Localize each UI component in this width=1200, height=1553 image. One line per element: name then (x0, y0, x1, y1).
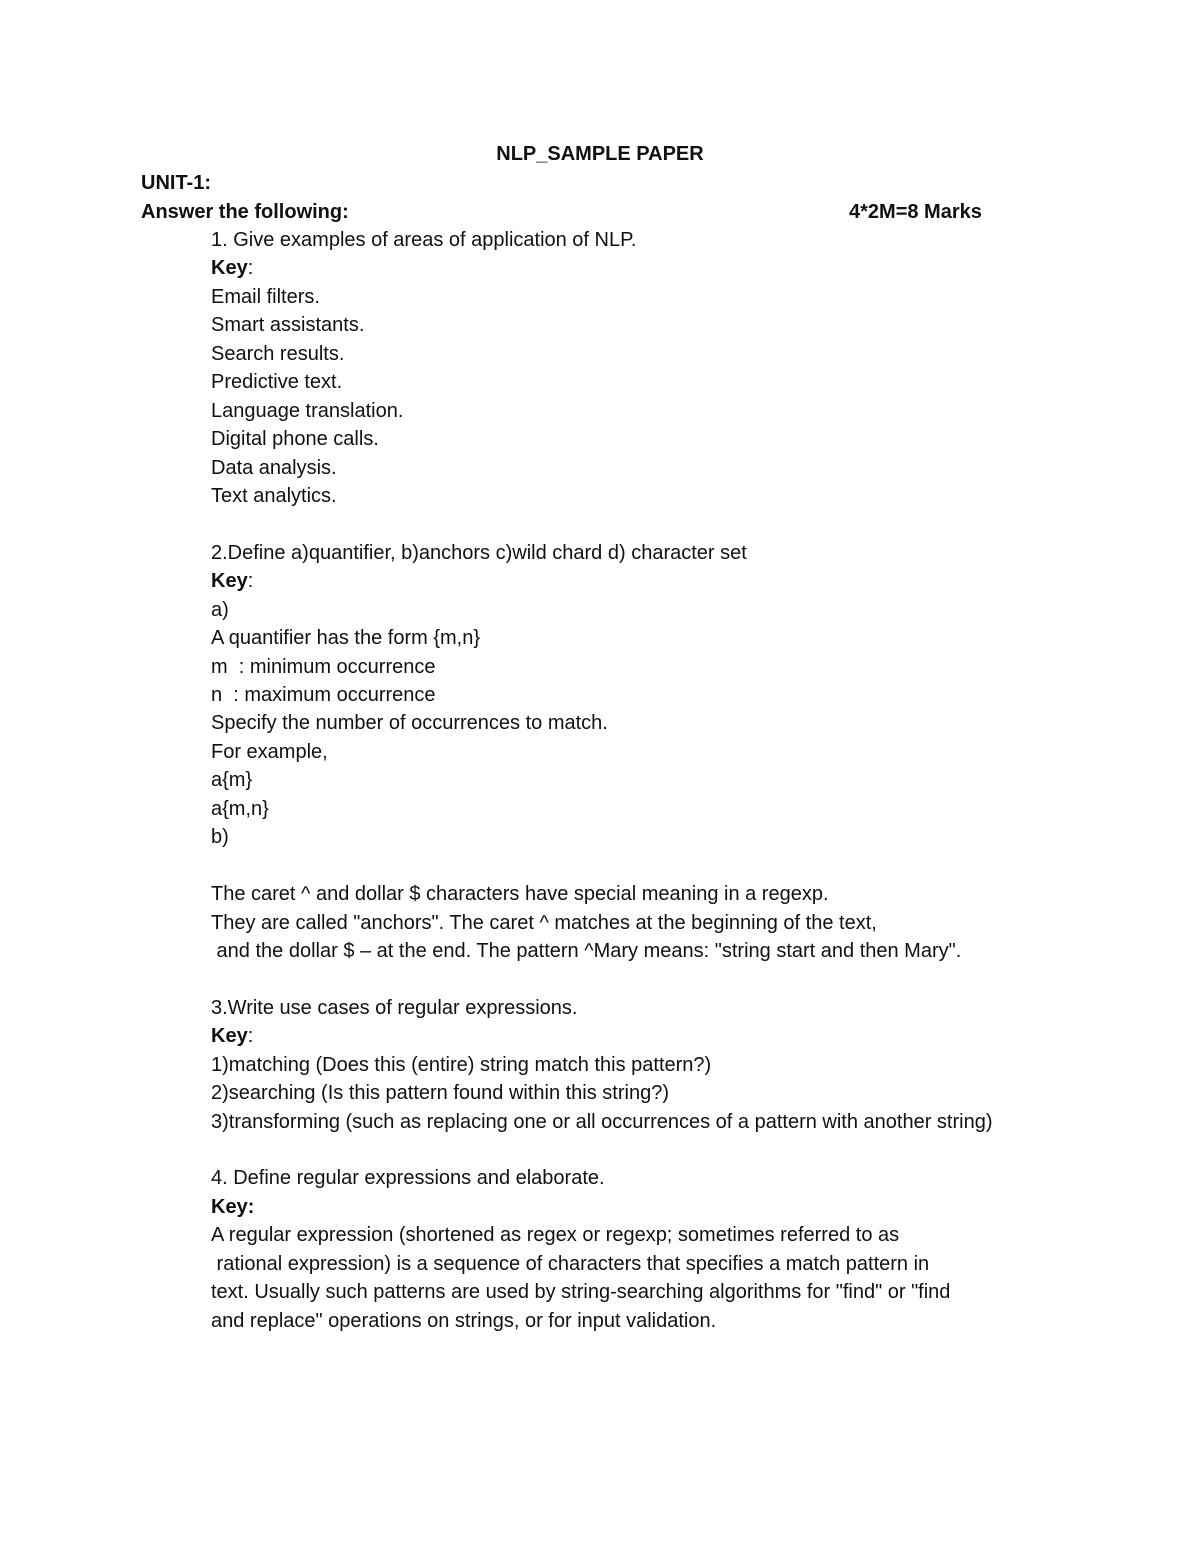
question-4: 4. Define regular expressions and elaborate. (211, 1167, 605, 1190)
question-2: 2.Define a)quantifier, b)anchors c)wild chard d) character set (211, 541, 747, 564)
answer-line: Data analysis. (211, 456, 337, 479)
answer-line: Predictive text. (211, 371, 343, 394)
answer-line (211, 852, 1111, 880)
answer-line: n : maximum occurrence (211, 684, 436, 706)
answer-line: and replace" operations on strings, or for input validation. (211, 1309, 717, 1332)
question-answer-body (211, 226, 1111, 1335)
marks-label: 4*2M=8 Marks (849, 201, 982, 223)
key-label-line (211, 1193, 1111, 1221)
answer-line: text. Usually such patterns are used by string-searching algorithms for "find" or "find (211, 1281, 951, 1304)
answer-line: For example, (211, 740, 328, 763)
answer-line: 2)searching (Is this pattern found within this string?) (211, 1082, 669, 1105)
key-label-line (211, 254, 1111, 282)
spacer (211, 965, 1111, 993)
answer-line: Specify the number of occurrences to match. (211, 712, 608, 735)
answer-line: rational expression) is a sequence of characters that specifies a match pattern in (211, 1252, 930, 1275)
answer-line: A quantifier has the form {m,n} (211, 627, 481, 650)
key-label: Key: (211, 1195, 255, 1218)
key-label-line (211, 1022, 1111, 1050)
answer-line: A regular expression (shortened as regex or regexp; sometimes referred to as (211, 1224, 900, 1247)
question-3: 3.Write use cases of regular expressions. (211, 996, 578, 1019)
key-colon: : (247, 1025, 254, 1048)
answer-line: b) (211, 826, 229, 849)
question-1: 1. Give examples of areas of application of NLP. (211, 229, 637, 251)
instruction-heading: Answer the following: (141, 201, 349, 223)
spacer (211, 510, 1111, 538)
answer-line: 3)transforming (such as replacing one or all occurrences of a pattern with another string) (211, 1110, 993, 1133)
answer-line: a) (211, 598, 229, 621)
answer-line: Digital phone calls. (211, 428, 379, 451)
answer-line: m : minimum occurrence (211, 655, 436, 678)
answer-line: The caret ^ and dollar $ characters have special meaning in a regexp. (211, 883, 829, 906)
unit-heading: UNIT-1: (141, 172, 211, 194)
answer-line: a{m} (211, 769, 253, 792)
document-title: NLP_SAMPLE PAPER (496, 143, 704, 165)
answer-line: 1)matching (Does this (entire) string match this pattern?) (211, 1053, 712, 1076)
answer-line: a{m,n} (211, 797, 269, 820)
key-label: Key (211, 1025, 248, 1048)
answer-line: and the dollar $ – at the end. The pattern ^Mary means: "string start and then Mary". (211, 939, 962, 962)
answer-line: Language translation. (211, 399, 404, 422)
key-label-line (211, 567, 1111, 595)
answer-line: Search results. (211, 342, 345, 365)
key-label: Key (211, 570, 248, 593)
answer-line: They are called "anchors". The caret ^ matches at the beginning of the text, (211, 911, 877, 934)
key-label: Key (211, 257, 248, 280)
key-colon: : (247, 257, 254, 280)
answer-line: Email filters. (211, 285, 320, 308)
answer-line: Text analytics. (211, 484, 337, 507)
spacer (211, 1136, 1111, 1164)
key-colon: : (247, 570, 254, 593)
answer-line: Smart assistants. (211, 314, 365, 337)
